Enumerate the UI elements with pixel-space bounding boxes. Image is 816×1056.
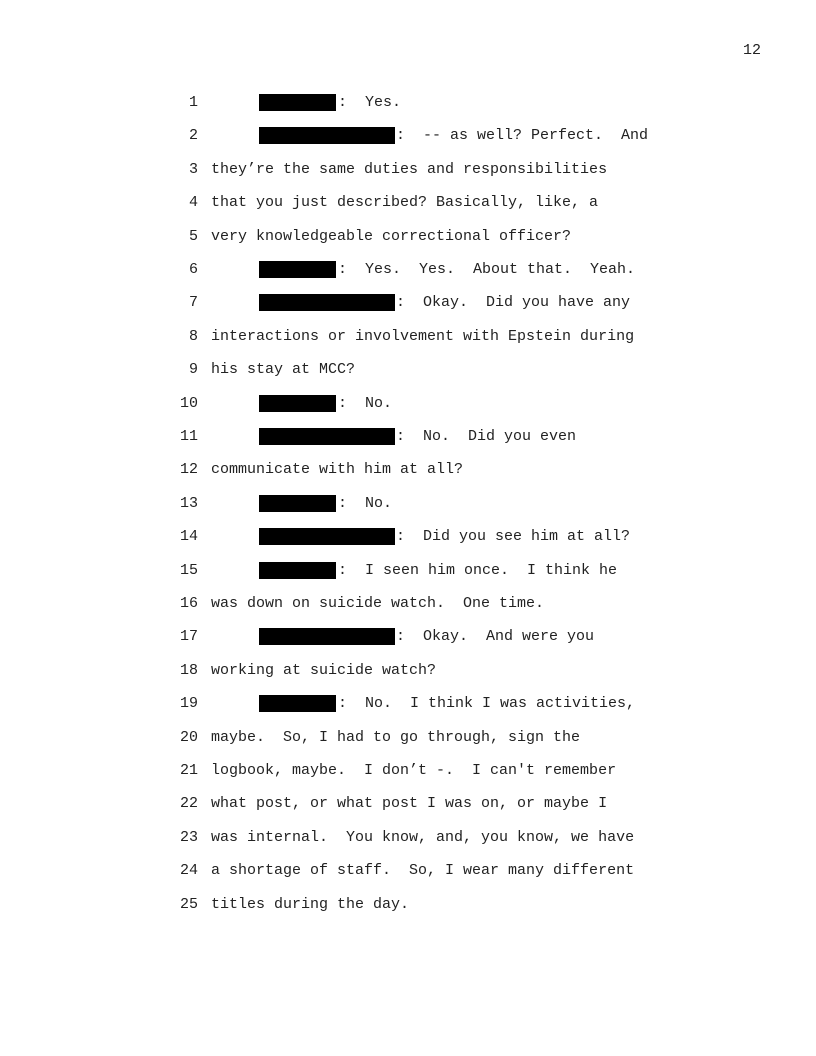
line-number: 15 [179,561,198,579]
line-text: : Okay. Did you have any [396,294,631,312]
line-text: working at suicide watch? [211,661,437,679]
line-number: 10 [179,394,198,412]
line-text: : Yes. Yes. About that. Yeah. [338,261,636,278]
line-number: 23 [179,828,198,846]
line-number: 14 [179,528,198,546]
line-number: 24 [179,862,198,880]
redaction-bar [259,395,336,412]
line-number: 13 [179,494,198,512]
redaction-bar [259,428,395,445]
line-text: : No. [338,394,393,412]
line-text: maybe. So, I had to go through, sign the [211,728,581,746]
line-text: : I seen him once. I think he [338,561,618,579]
line-text: they’re the same duties and responsibilities [211,160,608,178]
line-number: 3 [188,160,198,178]
redaction-bar [259,94,336,111]
line-text: : No. I think I was activities, [338,695,636,713]
line-text: very knowledgeable correctional officer? [211,227,572,245]
line-text: was down on suicide watch. One time. [211,595,545,612]
line-number: 9 [188,361,198,379]
line-number: 16 [179,595,198,612]
line-number: 6 [188,261,198,278]
line-text: : Yes. [338,94,402,111]
line-number: 19 [179,695,198,713]
line-text: a shortage of staff. So, I wear many different [211,862,635,880]
redaction-bar [259,495,336,512]
line-text: : No. Did you even [396,428,577,445]
line-number: 2 [188,127,198,145]
line-text: : No. [338,494,393,512]
redaction-bar [259,528,395,545]
line-text: : Did you see him at all? [396,528,631,546]
line-text: that you just described? Basically, like, a [211,194,599,212]
line-number: 8 [188,327,198,345]
line-number: 25 [179,895,198,913]
page-number: 12 [742,42,761,59]
line-text: : Okay. And were you [396,628,595,646]
line-text: logbook, maybe. I don’t -. I can't remember [211,762,617,779]
line-number: 12 [179,461,198,479]
redaction-bar [259,562,336,579]
line-text: communicate with him at all? [211,461,464,479]
redaction-bar [259,628,395,645]
line-number: 4 [188,194,198,212]
line-number: 17 [179,628,198,646]
line-number: 18 [179,661,198,679]
redaction-bar [259,695,336,712]
line-text: his stay at MCC? [211,361,356,379]
line-text: was internal. You know, and, you know, we have [211,828,635,846]
line-number: 22 [179,795,198,813]
line-text: : -- as well? Perfect. And [396,127,649,145]
line-number: 5 [188,227,198,245]
line-text: interactions or involvement with Epstein during [211,327,635,345]
line-number: 7 [188,294,198,312]
line-number: 21 [179,762,198,779]
line-text: what post, or what post I was on, or maybe I [211,795,608,813]
redaction-bar [259,261,336,278]
line-number: 1 [188,94,198,111]
redaction-bar [259,294,395,311]
line-text: titles during the day. [211,895,410,913]
redaction-bar [259,127,395,144]
line-number: 11 [179,428,198,445]
line-number: 20 [179,728,198,746]
